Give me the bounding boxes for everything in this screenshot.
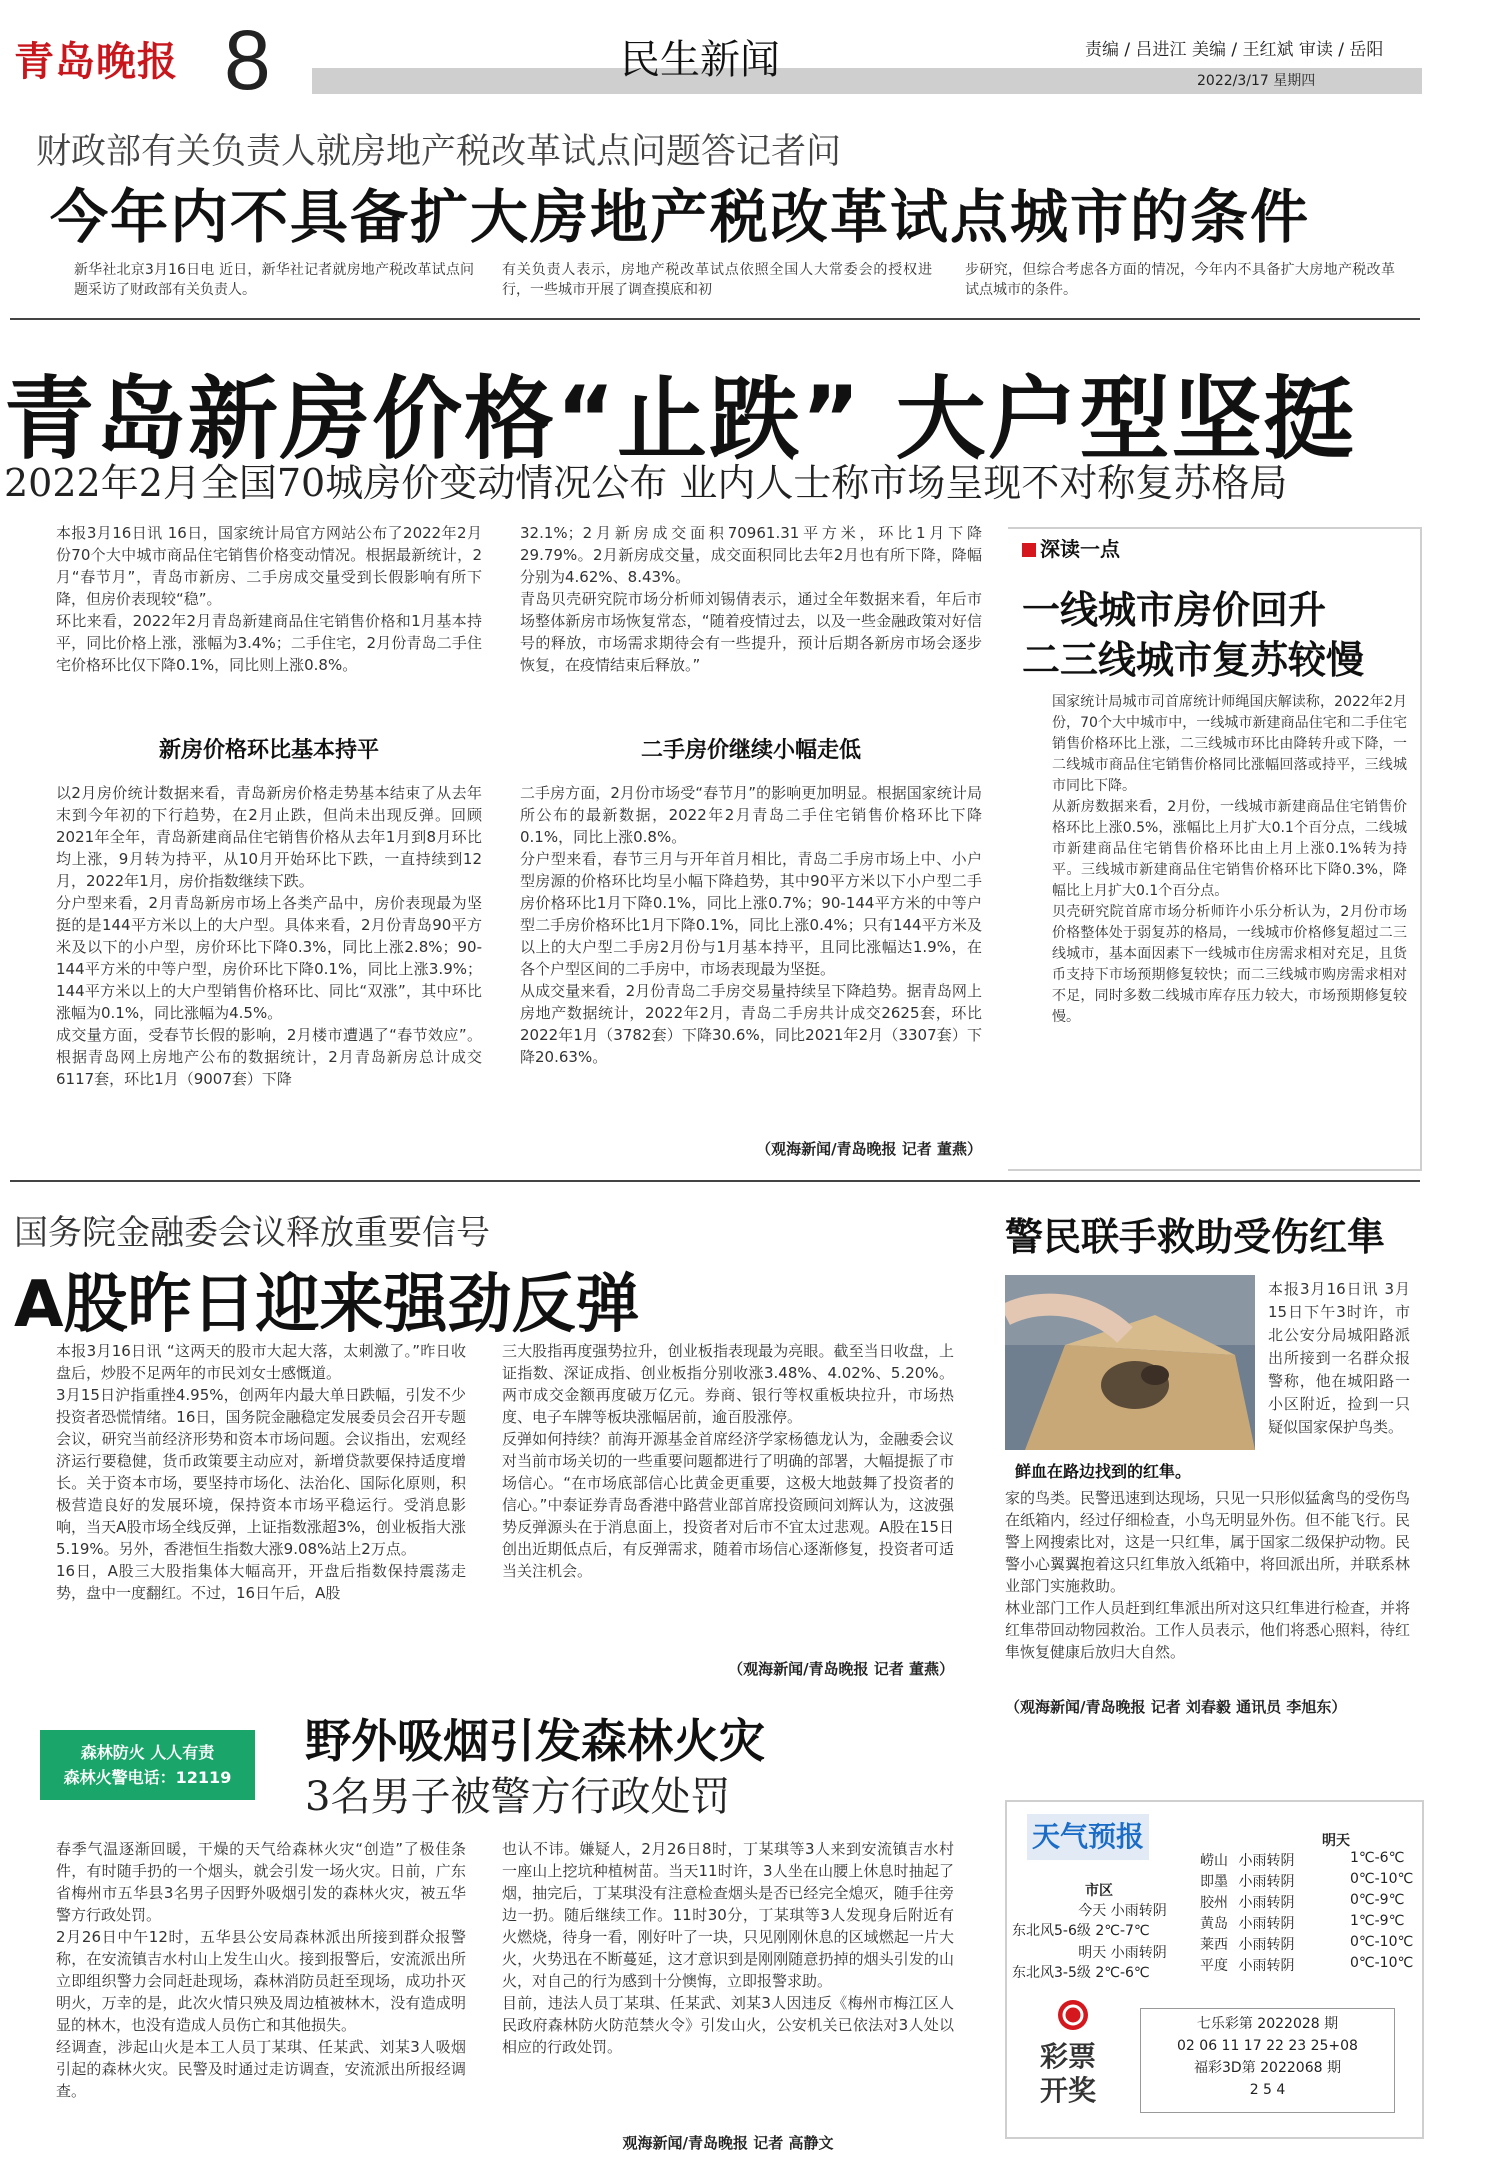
region-temp: 0℃-10℃ bbox=[1350, 1934, 1414, 1950]
section-divider bbox=[10, 1180, 1420, 1182]
page-number: 8 bbox=[224, 13, 271, 107]
weather-city-label: 市区 bbox=[1085, 1883, 1113, 1899]
badge-line1: 森林防火 人人有责 bbox=[80, 1743, 215, 1762]
article1-headline: 今年内不具备扩大房地产税改革试点城市的条件 bbox=[50, 183, 1311, 251]
region-name: 平度 bbox=[1200, 1958, 1228, 1974]
lottery-results bbox=[1140, 2008, 1395, 2113]
photo-caption: 鲜血在路边找到的红隼。 bbox=[1015, 1462, 1192, 1481]
article2-subhead-new-homes: 新房价格环比基本持平 bbox=[158, 738, 379, 763]
article1-kicker: 财政部有关负责人就房地产税改革试点问题答记者问 bbox=[36, 132, 842, 172]
weather-region-list bbox=[1200, 1850, 1414, 1976]
region-condition: 小雨转阴 bbox=[1238, 1937, 1295, 1953]
article5-subheadline: 3名男子被警方行政处罚 bbox=[305, 1774, 731, 1820]
article2-credit: （观海新闻/青岛晚报 记者 董燕） bbox=[756, 1140, 982, 1158]
article3-kicker: 国务院金融委会议释放重要信号 bbox=[14, 1213, 490, 1253]
weather-region-row bbox=[1200, 1850, 1410, 1871]
weather-region-row bbox=[1200, 1892, 1410, 1913]
article2-intro-col2: 32.1%；2月新房成交面积70961.31平方米，环比1月下降29.79%。2月新房成交量，成交面积同比去年2月也有所下降，降幅分别为4.62%、8.43%。 青岛贝壳研究院市场分析师刘锡倩表示，通过全年数据来看，年后市场整体新房市场恢复常态，“随着疫情过去，以及一些金融政策对好信号的释放，市场需求期待会有一些提升，预计后期各新房市场会逐步恢复，在疫情结束后释放。” bbox=[520, 524, 982, 674]
article1-column: 步研究，但综合考虑各方面的情况，今年内不具备扩大房地产税改革试点城市的条件。 bbox=[965, 262, 1395, 298]
article4-credit: （观海新闻/青岛晚报 记者 刘春毅 通讯员 李旭东） bbox=[1005, 1698, 1347, 1716]
lottery-qlc-issue: 七乐彩第 2022028 期 bbox=[1196, 2016, 1339, 2032]
article3-headline: A股昨日迎来强劲反弹 bbox=[14, 1268, 640, 1342]
article5-col1: 春季气温逐渐回暖，干燥的天气给森林火灾“创造”了极佳条件，有时随手扔的一个烟头，就会引发一场火灾。日前，广东省梅州市五华县3名男子因野外吸烟引发的森林火灾，被五华警方行政处罚。 2月26日中午12时，五华县公安局森林派出所接到群众报警称，在安流镇吉水村山上发生山火。接到报警后，安流派出所立即组织警力会同赶赴现场，森林消防员赶至现场，成功扑灭明火，万幸的是，此次火情只殃及周边植被林木，没有造成明显的林木，也没有造成人员伤亡和其他损失。 经调查，涉起山火是本工人员丁某琪、任某武、刘某3人吸烟引起的森林火灾。民警及时通过走访调查，安流派出所报经调查。 bbox=[56, 1840, 466, 2100]
region-temp: 0℃-10℃ bbox=[1350, 1871, 1414, 1887]
article2-body-col2: 二手房方面，2月份市场受“春节月”的影响更加明显。根据国家统计局所公布的最新数据，2022年2月青岛二手住宅销售价格环比下降0.1%，同比上涨0.8%。 分户型来看，春节三月与开年首月相比，青岛二手房市场上中、小户型房源的价格环比均呈小幅下降趋势，其中90平方米以下小户型二手房价格环比1月下降0.1%，同比上涨0.7%；90-144平方米的中等户型二手房价格环比1月下降0.1%，同比上涨0.4%；只有144平方米及以上的大户型二手房2月份与1月基本持平，且同比涨幅达1.9%，在各个户型区间的二手房中，市场表现最为坚挺。 从成交量来看，2月份青岛二手房交易量持续呈下降趋势。据青岛网上房地产数据统计，2022年2月，青岛二手房共计成交2625套，环比2022年1月（3782套）下降30.6%，同比2021年2月（3307套）下降20.63%。 bbox=[520, 784, 982, 1066]
lottery-3d-issue: 福彩3D第 2022068 期 bbox=[1194, 2060, 1341, 2076]
article3-col1: 本报3月16日讯 “这两天的股市大起大落，太刺激了。”昨日收盘后，炒股不足两年的市民刘女士感慨道。 3月15日沪指重挫4.95%，创两年内最大单日跌幅，引发不少投资者恐慌情绪。16日，国务院金融稳定发展委员会召开专题会议，研究当前经济形势和资本市场问题。会议指出，宏观经济运行要稳健，货币政策要主动应对，新增贷款要保持适度增长。关于资本市场，要坚持市场化、法治化、国际化原则，积极营造良好的发展环境，保持资本市场平稳运行。受消息影响，当天A股市场全线反弹，上证指数涨超3%，创业板指大涨5.19%。另外，香港恒生指数大涨9.08%站上2万点。 16日，A股三大股指集体大幅高开，开盘后指数保持震荡走势，盘中一度翻红。不过，16日午后，A股 bbox=[56, 1342, 466, 1602]
lottery-3d-numbers: 2 5 4 bbox=[1249, 2082, 1286, 2098]
lottery-icon bbox=[1058, 2000, 1088, 2030]
weather-region-row bbox=[1200, 1934, 1414, 1955]
fire-safety-badge bbox=[40, 1730, 255, 1800]
sidebar-headline-line1: 一线城市房价回升 bbox=[1022, 588, 1327, 632]
lottery-title-line1: 彩票 bbox=[1040, 2040, 1097, 2073]
region-name: 即墨 bbox=[1200, 1874, 1228, 1890]
section-title: 民生新闻 bbox=[620, 37, 780, 83]
article5-headline: 野外吸烟引发森林火灾 bbox=[305, 1714, 765, 1768]
lottery-title-line2: 开奖 bbox=[1040, 2074, 1097, 2107]
weather-region-row bbox=[1200, 1871, 1414, 1892]
lottery-qlc-numbers: 02 06 11 17 22 23 25+08 bbox=[1177, 2038, 1358, 2054]
weather-title: 天气预报 bbox=[1027, 1814, 1149, 1860]
lottery-title bbox=[1040, 2040, 1096, 2108]
article2-subhead-resale: 二手房价继续小幅走低 bbox=[640, 738, 861, 763]
weather-tomorrow-wind: 东北风3-5级 2℃-6℃ bbox=[1012, 1965, 1150, 1981]
region-name: 黄岛 bbox=[1200, 1916, 1228, 1932]
region-temp: 1℃-9℃ bbox=[1350, 1913, 1405, 1929]
region-temp: 0℃-10℃ bbox=[1350, 1955, 1414, 1971]
article4-side-text: 本报3月16日讯 3月15日下午3时许，市北公安分局城阳路派出所接到一名群众报警称，他在城阳路一小区附近，捡到一只疑似国家保护鸟类。 bbox=[1268, 1280, 1410, 1436]
weather-tomorrow: 明天 小雨转阴 bbox=[1078, 1945, 1167, 1961]
region-name: 胶州 bbox=[1200, 1895, 1228, 1911]
article5-col2: 也认不讳。嫌疑人，2月26日8时，丁某琪等3人来到安流镇吉水村一座山上挖坑种植树苗。当天11时许，3人坐在山腰上休息时抽起了烟，抽完后，丁某琪没有注意检查烟头是否已经完全熄灭，随手往旁边一扔。随后继续工作。11时30分，丁某琪等3人发现身后附近有火燃烧，待身一看，刚好叶了一块，只见刚刚休息的区域燃起一片大火，火势迅在不断蔓延，这才意识到是刚刚随意扔掉的烟头引发的山火，对自己的行为感到十分懊悔，立即报警求助。 目前，违法人员丁某琪、任某武、刘某3人因违反《梅州市梅江区人民政府森林防火防范禁火令》引发山火，公安机关已依法对3人处以相应的行政处罚。 bbox=[502, 1840, 954, 2056]
region-name: 崂山 bbox=[1200, 1853, 1228, 1869]
weather-today: 今天 小雨转阴 bbox=[1078, 1903, 1167, 1919]
issue-date: 2022/3/17 星期四 bbox=[1197, 73, 1316, 89]
article1-column: 有关负责人表示，房地产税改革试点依照全国人大常委会的授权进行，一些城市开展了调查摸底和初 bbox=[502, 262, 932, 298]
article5-credit: 观海新闻/青岛晚报 记者 高静文 bbox=[622, 2134, 834, 2152]
region-condition: 小雨转阴 bbox=[1238, 1853, 1295, 1869]
weather-region-row bbox=[1200, 1955, 1414, 1976]
article4-body: 家的鸟类。民警迅速到达现场，只见一只形似猛禽鸟的受伤鸟在纸箱内，经过仔细检查，小鸟无明显外伤。但不能飞行。民警上网搜索比对，这是一只红隼，属于国家二级保护动物。民警小心翼翼抱着这只红隼放入纸箱中，将回派出所，并联系林业部门实施救助。 林业部门工作人员赶到红隼派出所对这只红隼进行检查，并将红隼带回动物园救治。工作人员表示，他们将悉心照料，待红隼恢复健康后放归大自然。 bbox=[1005, 1489, 1410, 1661]
region-condition: 小雨转阴 bbox=[1238, 1874, 1295, 1890]
editor-credits: 责编 / 吕进江 美编 / 王红斌 审读 / 岳阳 bbox=[1085, 40, 1384, 60]
sidebar-tag: 深读一点 bbox=[1022, 533, 1120, 562]
region-temp: 1℃-6℃ bbox=[1350, 1850, 1405, 1866]
sidebar-body: 国家统计局城市司首席统计师绳国庆解读称，2022年2月份，70个大中城市中，一线城市新建商品住宅和二手住宅销售价格环比上涨，二三线城市环比由降转升或下降，一二线城市商品住宅销售价格同比涨幅回落或持平，三线城市同比下降。 从新房数据来看，2月份，一线城市新建商品住宅销售价格环比上涨0.5%，涨幅比上月扩大0.1个百分点，二线城市新建商品住宅销售价格环比由上月上涨0.1%转为持平。三线城市新建商品住宅销售价格环比下降0.3%，降幅比上月扩大0.1个百分点。 贝壳研究院首席市场分析师许小乐分析认为，2月份市场价格整体处于弱复苏的格局，一线城市价格修复超过二三线城市，基本面因素下一线城市住房需求相对充足，且货币支持下市场预期修复较快；而二三线城市购房需求相对不足，同时多数二线城市库存压力较大，市场预期修复较慢。 bbox=[1052, 694, 1407, 1025]
article2-intro-col1: 本报3月16日讯 16日，国家统计局官方网站公布了2022年2月份70个大中城市商品住宅销售价格变动情况。根据最新统计，2月“春节月”，青岛市新房、二手房成交量受到长假影响有所下降，但房价表现较“稳”。 环比来看，2022年2月青岛新建商品住宅销售价格和1月基本持平，同比价格上涨，涨幅为3.4%；二手住宅，2月份青岛二手住宅价格环比仅下降0.1%，同比则上涨0.8%。 bbox=[56, 524, 482, 674]
article2-headline: 青岛新房价格“止跌” 大户型坚挺 bbox=[4, 367, 1356, 472]
article2-subheadline: 2022年2月全国70城房价变动情况公布 业内人士称市场呈现不对称复苏格局 bbox=[4, 461, 1288, 505]
region-temp: 0℃-9℃ bbox=[1350, 1892, 1405, 1908]
weather-region-row bbox=[1200, 1913, 1410, 1934]
region-condition: 小雨转阴 bbox=[1238, 1958, 1295, 1974]
weather-today-wind: 东北风5-6级 2℃-7℃ bbox=[1012, 1923, 1150, 1939]
article2-body-col1: 以2月房价统计数据来看，青岛新房价格走势基本结束了从去年末到今年初的下行趋势，在2月止跌，但尚未出现反弹。回顾2021年全年，青岛新建商品住宅销售价格从去年1月到8月环比均上涨，9月转为持平，从10月开始环比下跌，一直持续到12月，2022年1月，房价指数继续下跌。 分户型来看，2月青岛新房市场上各类产品中，房价表现最为坚挺的是144平方米以上的大户型。具体来看，2月份青岛90平方米及以下的小户型，房价环比下降0.3%，同比上涨2.8%；90-144平方米的中等户型，房价环比下降0.1%，同比上涨3.9%；144平方米以上的大户型销售价格环比、同比“双涨”，其中环比涨幅为0.1%，同比涨幅为4.5%。 成交量方面，受春节长假的影响，2月楼市遭遇了“春节效应”。根据青岛网上房地产公布的数据统计，2月青岛新房总计成交6117套，环比1月（9007套）下降 bbox=[56, 784, 482, 1088]
article1-column: 新华社北京3月16日电 近日，新华社记者就房地产税改革试点问题采访了财政部有关负责人。 bbox=[74, 262, 474, 298]
kestrel-photo bbox=[1005, 1275, 1255, 1450]
region-condition: 小雨转阴 bbox=[1238, 1895, 1295, 1911]
article3-col2: 三大股指再度强势拉升，创业板指表现最为亮眼。截至当日收盘，上证指数、深证成指、创业板指分别收涨3.48%、4.02%、5.20%。两市成交金额再度破万亿元。券商、银行等权重板块拉升，市场热度、电子车牌等板块涨幅居前，逾百股涨停。 反弹如何持续？前海开源基金首席经济学家杨德龙认为，金融委会议对当前市场关切的一些重要问题都进行了明确的部署，大幅提振了市场信心。“在市场底部信心比黄金更重要，这极大地鼓舞了投资者的信心。”中泰证券青岛香港中路营业部首席投资顾问刘辉认为，这波强势反弹源头在于消息面上，投资者对后市不宜太过悲观。A股在15日创出近期低点后，有反弹需求，随着市场信心逐渐修复，投资者可适当关注机会。 bbox=[502, 1342, 954, 1580]
newspaper-logo: 青岛晚报 bbox=[14, 38, 178, 85]
sidebar-headline-line2: 二三线城市复苏较慢 bbox=[1022, 638, 1365, 682]
sidebar-headline bbox=[1022, 585, 1364, 685]
region-name: 莱西 bbox=[1200, 1937, 1228, 1953]
article4-headline: 警民联手救助受伤红隼 bbox=[1005, 1215, 1386, 1259]
weather-tomorrow-col: 明天 bbox=[1322, 1833, 1350, 1849]
section-divider bbox=[10, 318, 1420, 320]
article3-credit: （观海新闻/青岛晚报 记者 董燕） bbox=[728, 1660, 954, 1678]
region-condition: 小雨转阴 bbox=[1238, 1916, 1295, 1932]
badge-line2: 森林火警电话：12119 bbox=[63, 1768, 232, 1787]
